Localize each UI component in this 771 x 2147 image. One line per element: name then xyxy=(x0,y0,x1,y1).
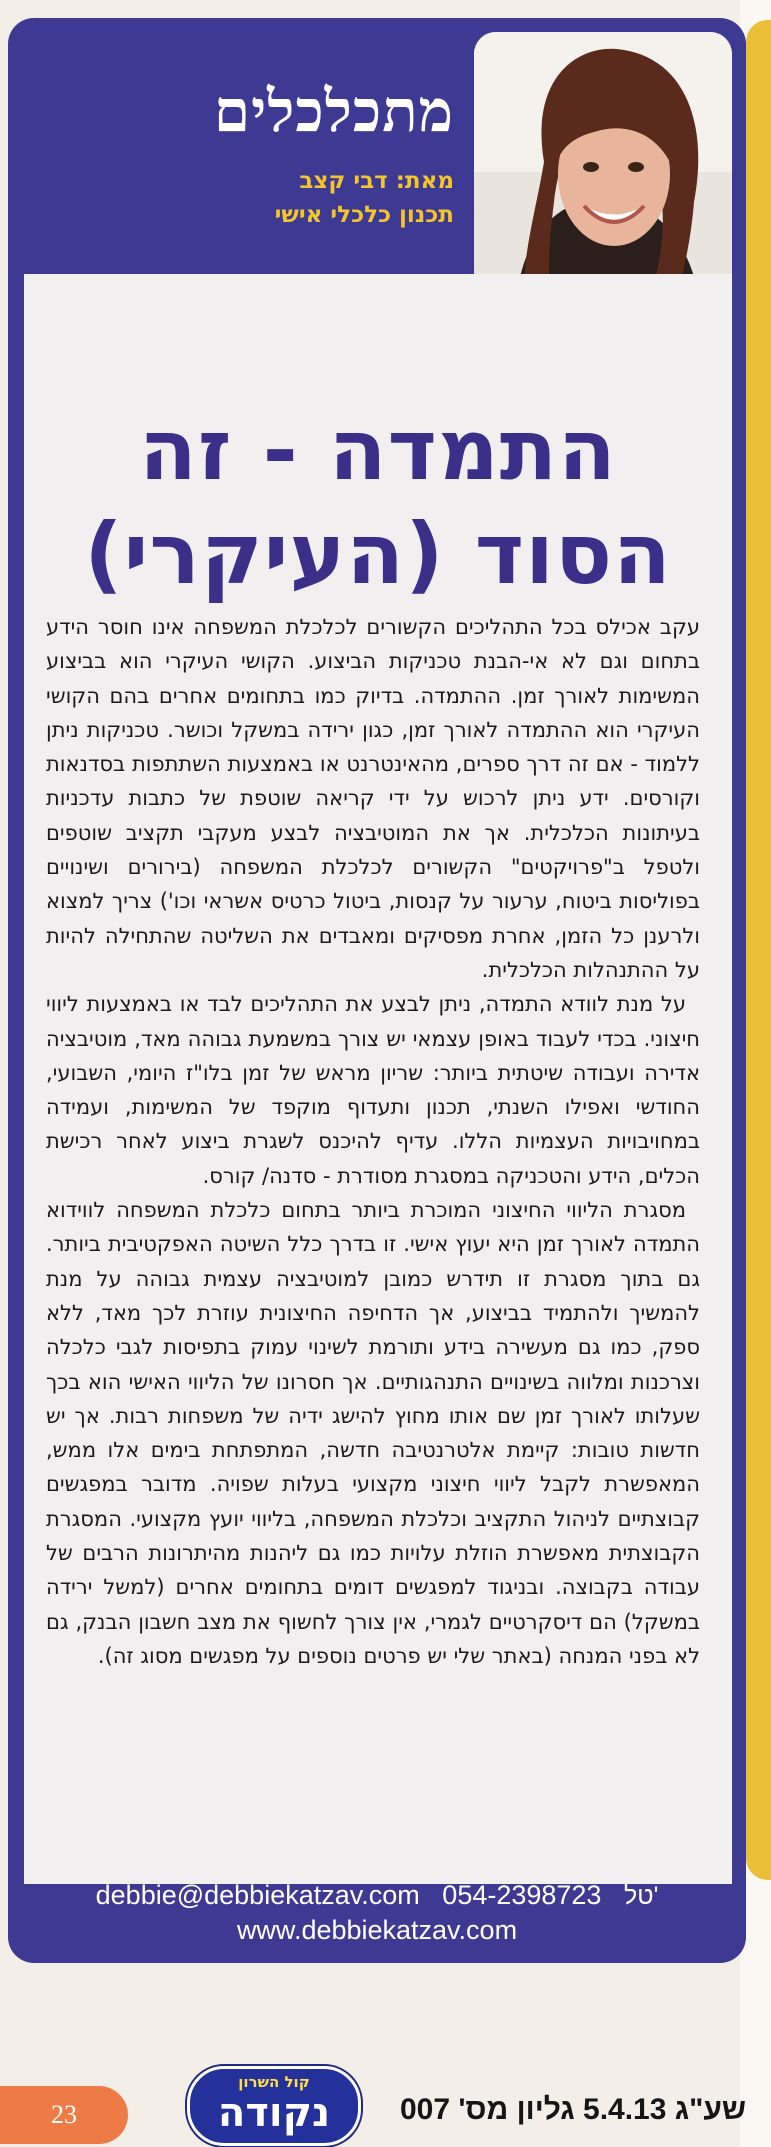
author-title: תכנון כלכלי אישי xyxy=(274,202,454,228)
article-body xyxy=(46,610,700,1673)
paragraph-2: על מנת לוודא התמדה, ניתן לבצע את התהליכים לבד או באמצעות ליווי חיצוני. בכדי לעבוד באופן עצמאי יש צורך במשמעת גבוהה מאד, מוטיבציה אדירה ועבודה שיטתית ביותר: שריון מראש של זמן בלו"ז היומי, השבועי, החודשי ואפילו השנתי, תכנון ותעדוף מוקפד של המשימות, ועמידה במחויבויות העצמיות הללו. עדיף להיכנס לשגרת ביצוע לאחר רכישת הכלים, הידע והטכניקה במסגרת מסודרת - סדנה/ קורס. xyxy=(46,992,700,1188)
phone-label: טל' xyxy=(624,1882,659,1910)
contact-block xyxy=(8,1878,746,1947)
phone[interactable]: 054-2398723 xyxy=(442,1880,602,1910)
website-link[interactable]: www.debbiekatzav.com xyxy=(236,1915,518,1945)
headline-line-1: התמדה - זה xyxy=(139,401,617,499)
logo-name: נקודה xyxy=(217,2090,331,2136)
issue-info: שע"ג 5.4.13 גליון מס' 007 xyxy=(400,2093,747,2126)
byline xyxy=(34,164,454,232)
column-title: מתכלכלים xyxy=(213,77,454,145)
page-number: 23 xyxy=(0,2086,128,2144)
logo-tagline: קול השרון xyxy=(238,2073,310,2091)
article-panel xyxy=(24,274,732,1884)
publication-logo xyxy=(187,2066,361,2146)
adjacent-column-border xyxy=(746,20,771,1880)
contact-row xyxy=(8,1878,746,1913)
author-name: מאת: דבי קצב xyxy=(299,168,454,194)
column-card xyxy=(8,18,746,1963)
article-headline xyxy=(24,398,732,606)
paragraph-1: עקב אכילס בכל התהליכים הקשורים לכלכלת המשפחה אינו חוסר הידע בתחום וגם לא אי-הבנת טכניקות הביצוע. הקושי העיקרי הוא בביצוע המשימות לאורך זמן. ההתמדה. בדיוק כמו בתחומים אחרים בהם הקושי העיקרי הוא ההתמדה לאורך זמן, כגון ירידה במשקל וכושר. טכניקות ניתן ללמוד - אם זה דרך ספרים, מהאינטרנט או באמצעות השתתפות בסדנאות וקורסים. ידע ניתן לרכוש על ידי קריאה שוטפת של כתבות עדכניות בעיתונות הכלכלית. אך את המוטיבציה לבצע מעקבי תקציב שוטפים ולטפל ב"פרויקטים" הקשורים לכלכלת המשפחה (בירורים ושינויים בפוליסות ביטוח, ערעור על קנסות, ביטול כרטיס אשראי וכו') צריך למצוא ולרענן כל הזמן, אחרת מפסיקים ומאבדים את השליטה שהתחילה להיות על ההתנהלות הכלכלית. xyxy=(46,615,700,982)
headline-line-2: הסוד (העיקרי) xyxy=(84,505,672,603)
paragraph-3: מסגרת הליווי החיצוני המוכרת ביותר בתחום כלכלת המשפחה לווידוא התמדה לאורך זמן היא יעוץ אישי. זו בדרך כלל השיטה האפקטיבית ביותר. גם בתוך מסגרת זו תידרש כמובן למוטיבציה עצמית גבוהה על מנת להמשיך ולהתמיד בביצוע, אך הדחיפה החיצונית עוזרת לכך מאד, ללא ספק, כמו גם מעשירה בידע ותורמת לשינוי עמוק בתפיסות לגבי כלכלה וצרכנות ומלווה בשינויים התנהגותיים. אך חסרונו של הליווי האישי הוא בכך שעלותו לאורך זמן שם אותו מחוץ להישג ידיה של משפחות רבות. אך יש חדשות טובות: קיימת אלטרנטיבה חדשה, המתפתחת בימים אלו ממש, המאפשרת לקבל ליווי חיצוני מקצועי בעלות שפויה. מדובר במפגשים קבוצתיים לניהול התקציב וכלכלת המשפחה, בליווי יועץ מקצועי. המסגרת הקבוצתית מאפשרת הוזלת עלויות כמו גם ליהנות מהיתרונות הרבים של עבודה בקבוצה. ובניגוד למפגשים דומים בתחומים אחרים (למשל ירידה במשקל) הם דיסקרטיים לגמרי, אין צורך לחשוף את מצב חשבון הבנק, גם לא בפני המנחה (באתר שלי יש פרטים נוספים על מפגשים מסוג זה). xyxy=(46,1198,700,1668)
email[interactable]: debbie@debbiekatzav.com xyxy=(95,1880,420,1910)
